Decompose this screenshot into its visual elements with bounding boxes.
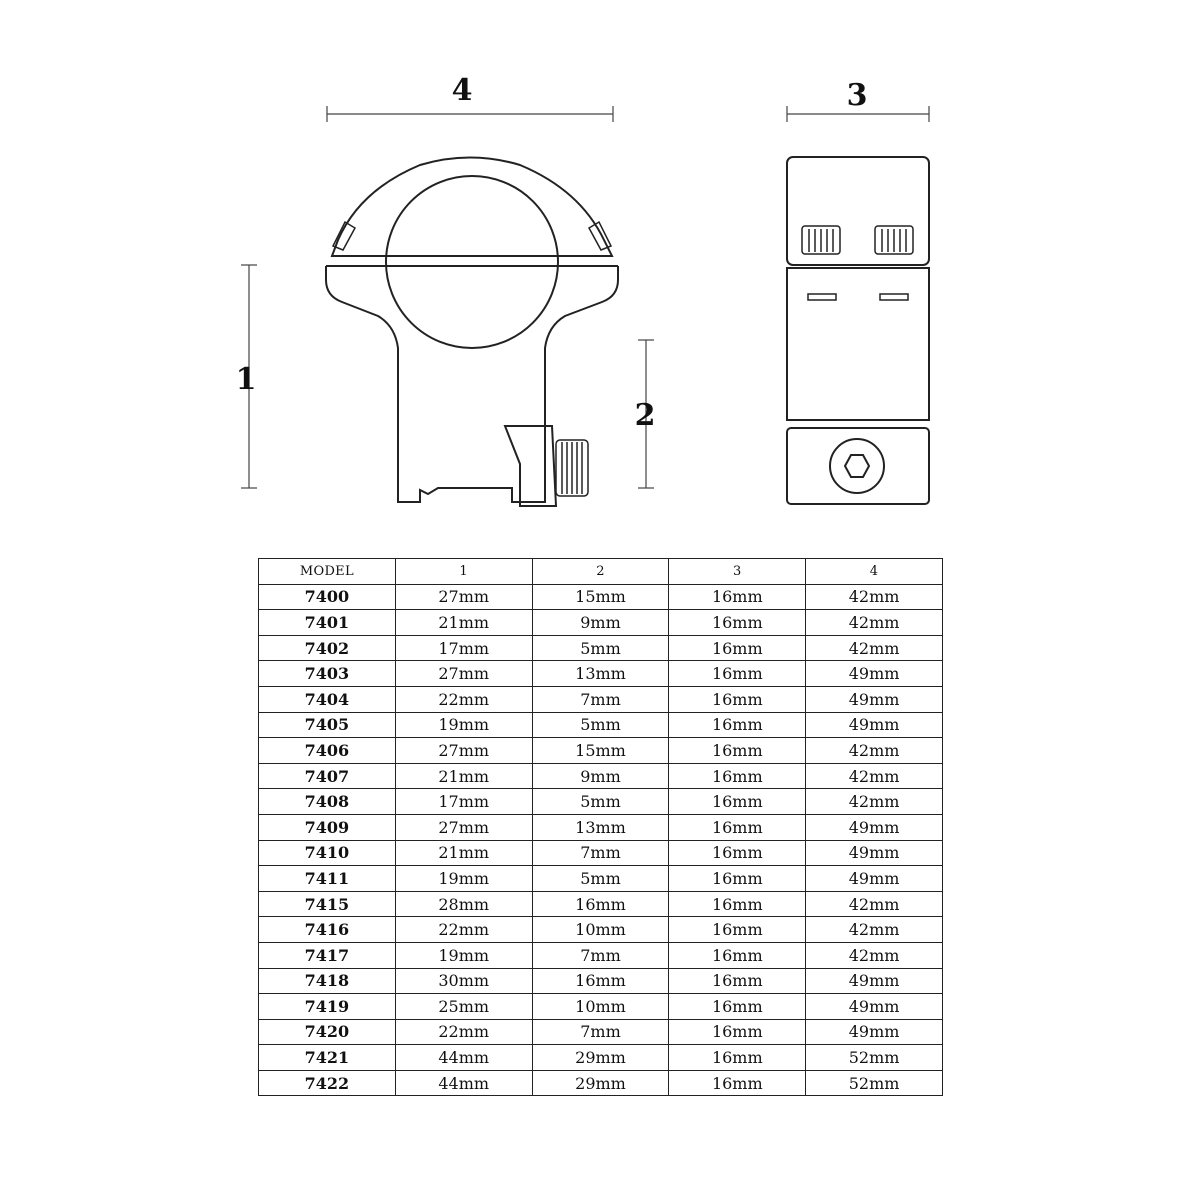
model-cell: 7411 bbox=[259, 866, 396, 892]
dimension-2-cell: 13mm bbox=[532, 814, 669, 840]
dimension-3-cell: 16mm bbox=[669, 917, 806, 943]
dimension-1-cell: 44mm bbox=[395, 1045, 532, 1071]
model-cell: 7404 bbox=[259, 686, 396, 712]
table-row bbox=[259, 610, 943, 636]
cap-screw-right bbox=[875, 226, 913, 254]
model-cell: 7406 bbox=[259, 738, 396, 764]
technical-drawing bbox=[0, 0, 1200, 550]
dimension-1-cell: 21mm bbox=[395, 763, 532, 789]
dimension-1-cell: 27mm bbox=[395, 738, 532, 764]
dimension-3-cell: 16mm bbox=[669, 661, 806, 687]
spec-table-body bbox=[259, 584, 943, 1096]
dimension-2-cell: 15mm bbox=[532, 738, 669, 764]
dimension-4-cell: 49mm bbox=[806, 712, 943, 738]
dimension-3-cell: 16mm bbox=[669, 686, 806, 712]
dimension-1-cell: 25mm bbox=[395, 994, 532, 1020]
dimension-4-cell: 42mm bbox=[806, 763, 943, 789]
dimension-2-cell: 7mm bbox=[532, 942, 669, 968]
dimension-2-cell: 10mm bbox=[532, 917, 669, 943]
dimension-3-cell: 16mm bbox=[669, 610, 806, 636]
dimension-3-cell: 16mm bbox=[669, 789, 806, 815]
model-cell: 7400 bbox=[259, 584, 396, 610]
model-cell: 7405 bbox=[259, 712, 396, 738]
dimension-1 bbox=[236, 265, 257, 488]
dimension-1-cell: 19mm bbox=[395, 942, 532, 968]
dimension-1-cell: 27mm bbox=[395, 661, 532, 687]
dimension-2-cell: 9mm bbox=[532, 610, 669, 636]
dimension-2-cell: 15mm bbox=[532, 584, 669, 610]
dimension-3-cell: 16mm bbox=[669, 994, 806, 1020]
model-cell: 7419 bbox=[259, 994, 396, 1020]
dimension-4-label: 4 bbox=[451, 73, 473, 108]
dimension-4-cell: 42mm bbox=[806, 584, 943, 610]
dimension-4-cell: 42mm bbox=[806, 891, 943, 917]
header-2: 2 bbox=[532, 559, 669, 585]
table-row bbox=[259, 840, 943, 866]
dimension-4-cell: 49mm bbox=[806, 1019, 943, 1045]
dimension-2-cell: 13mm bbox=[532, 661, 669, 687]
table-row bbox=[259, 763, 943, 789]
dimension-4-cell: 49mm bbox=[806, 994, 943, 1020]
dimension-1-cell: 22mm bbox=[395, 1019, 532, 1045]
dimension-4-cell: 42mm bbox=[806, 789, 943, 815]
spec-table bbox=[258, 558, 943, 1096]
dimension-4-cell: 49mm bbox=[806, 866, 943, 892]
dimension-2-cell: 16mm bbox=[532, 968, 669, 994]
dimension-3-cell: 16mm bbox=[669, 763, 806, 789]
header-model: MODEL bbox=[259, 559, 396, 585]
dimension-1-cell: 27mm bbox=[395, 584, 532, 610]
model-cell: 7421 bbox=[259, 1045, 396, 1071]
dimension-3-cell: 16mm bbox=[669, 635, 806, 661]
table-row bbox=[259, 686, 943, 712]
dimension-3-cell: 16mm bbox=[669, 1070, 806, 1096]
dimension-1-cell: 28mm bbox=[395, 891, 532, 917]
table-row bbox=[259, 712, 943, 738]
header-4: 4 bbox=[806, 559, 943, 585]
model-cell: 7415 bbox=[259, 891, 396, 917]
dimension-2-cell: 10mm bbox=[532, 994, 669, 1020]
header-3: 3 bbox=[669, 559, 806, 585]
table-header-row bbox=[259, 559, 943, 585]
dimension-1-cell: 22mm bbox=[395, 917, 532, 943]
table-row bbox=[259, 1045, 943, 1071]
model-cell: 7417 bbox=[259, 942, 396, 968]
dimension-4-cell: 42mm bbox=[806, 610, 943, 636]
dimension-2-cell: 16mm bbox=[532, 891, 669, 917]
dimension-2-cell: 29mm bbox=[532, 1070, 669, 1096]
dimension-3-cell: 16mm bbox=[669, 584, 806, 610]
dimension-1-cell: 30mm bbox=[395, 968, 532, 994]
dimension-4-cell: 42mm bbox=[806, 635, 943, 661]
table-row bbox=[259, 1070, 943, 1096]
model-cell: 7418 bbox=[259, 968, 396, 994]
dimension-3-cell: 16mm bbox=[669, 891, 806, 917]
dimension-3-label: 3 bbox=[846, 78, 868, 113]
dimension-4-cell: 49mm bbox=[806, 661, 943, 687]
dimension-2 bbox=[635, 340, 656, 488]
dimension-4-cell: 49mm bbox=[806, 686, 943, 712]
dimension-2-cell: 5mm bbox=[532, 789, 669, 815]
dimension-1-cell: 22mm bbox=[395, 686, 532, 712]
dimension-4 bbox=[327, 73, 613, 122]
table-row bbox=[259, 968, 943, 994]
dimension-1-cell: 27mm bbox=[395, 814, 532, 840]
model-cell: 7403 bbox=[259, 661, 396, 687]
model-cell: 7422 bbox=[259, 1070, 396, 1096]
dimension-3-cell: 16mm bbox=[669, 1019, 806, 1045]
model-cell: 7402 bbox=[259, 635, 396, 661]
table-row bbox=[259, 994, 943, 1020]
table-row bbox=[259, 1019, 943, 1045]
dimension-2-cell: 7mm bbox=[532, 686, 669, 712]
model-cell: 7410 bbox=[259, 840, 396, 866]
dimension-2-cell: 9mm bbox=[532, 763, 669, 789]
dimension-1-label: 1 bbox=[235, 362, 257, 397]
dimension-2-label: 2 bbox=[634, 398, 656, 433]
table-row bbox=[259, 635, 943, 661]
model-cell: 7416 bbox=[259, 917, 396, 943]
table-row bbox=[259, 661, 943, 687]
dimension-3-cell: 16mm bbox=[669, 814, 806, 840]
dimension-4-cell: 49mm bbox=[806, 840, 943, 866]
dimension-3-cell: 16mm bbox=[669, 738, 806, 764]
model-cell: 7409 bbox=[259, 814, 396, 840]
dimension-3-cell: 16mm bbox=[669, 840, 806, 866]
dimension-2-cell: 5mm bbox=[532, 712, 669, 738]
table-row bbox=[259, 584, 943, 610]
dimension-2-cell: 5mm bbox=[532, 635, 669, 661]
dimension-4-cell: 42mm bbox=[806, 738, 943, 764]
table-row bbox=[259, 891, 943, 917]
dimension-2-cell: 7mm bbox=[532, 1019, 669, 1045]
front-view bbox=[326, 158, 618, 507]
dimension-1-cell: 21mm bbox=[395, 610, 532, 636]
model-cell: 7408 bbox=[259, 789, 396, 815]
dimension-3-cell: 16mm bbox=[669, 866, 806, 892]
dimension-3-cell: 16mm bbox=[669, 942, 806, 968]
table-row bbox=[259, 814, 943, 840]
dimension-4-cell: 42mm bbox=[806, 942, 943, 968]
model-cell: 7401 bbox=[259, 610, 396, 636]
dimension-1-cell: 21mm bbox=[395, 840, 532, 866]
side-view bbox=[787, 157, 929, 504]
cap-screw-left bbox=[802, 226, 840, 254]
dimension-3-cell: 16mm bbox=[669, 712, 806, 738]
dimension-1-cell: 19mm bbox=[395, 712, 532, 738]
table-row bbox=[259, 942, 943, 968]
dimension-2-cell: 5mm bbox=[532, 866, 669, 892]
dimension-4-cell: 42mm bbox=[806, 917, 943, 943]
header-1: 1 bbox=[395, 559, 532, 585]
knurl-pattern bbox=[562, 442, 582, 494]
model-cell: 7420 bbox=[259, 1019, 396, 1045]
dimension-2-cell: 29mm bbox=[532, 1045, 669, 1071]
dimension-4-cell: 52mm bbox=[806, 1070, 943, 1096]
table-row bbox=[259, 738, 943, 764]
dimension-3-cell: 16mm bbox=[669, 1045, 806, 1071]
table-row bbox=[259, 866, 943, 892]
dimension-4-cell: 52mm bbox=[806, 1045, 943, 1071]
dimension-1-cell: 44mm bbox=[395, 1070, 532, 1096]
dimension-4-cell: 49mm bbox=[806, 814, 943, 840]
dimension-1-cell: 17mm bbox=[395, 635, 532, 661]
dimension-1-cell: 19mm bbox=[395, 866, 532, 892]
dimension-3-cell: 16mm bbox=[669, 968, 806, 994]
dimension-1-cell: 17mm bbox=[395, 789, 532, 815]
table-row bbox=[259, 789, 943, 815]
dimension-4-cell: 49mm bbox=[806, 968, 943, 994]
model-cell: 7407 bbox=[259, 763, 396, 789]
dimension-3 bbox=[787, 78, 929, 122]
table-row bbox=[259, 917, 943, 943]
dimension-2-cell: 7mm bbox=[532, 840, 669, 866]
